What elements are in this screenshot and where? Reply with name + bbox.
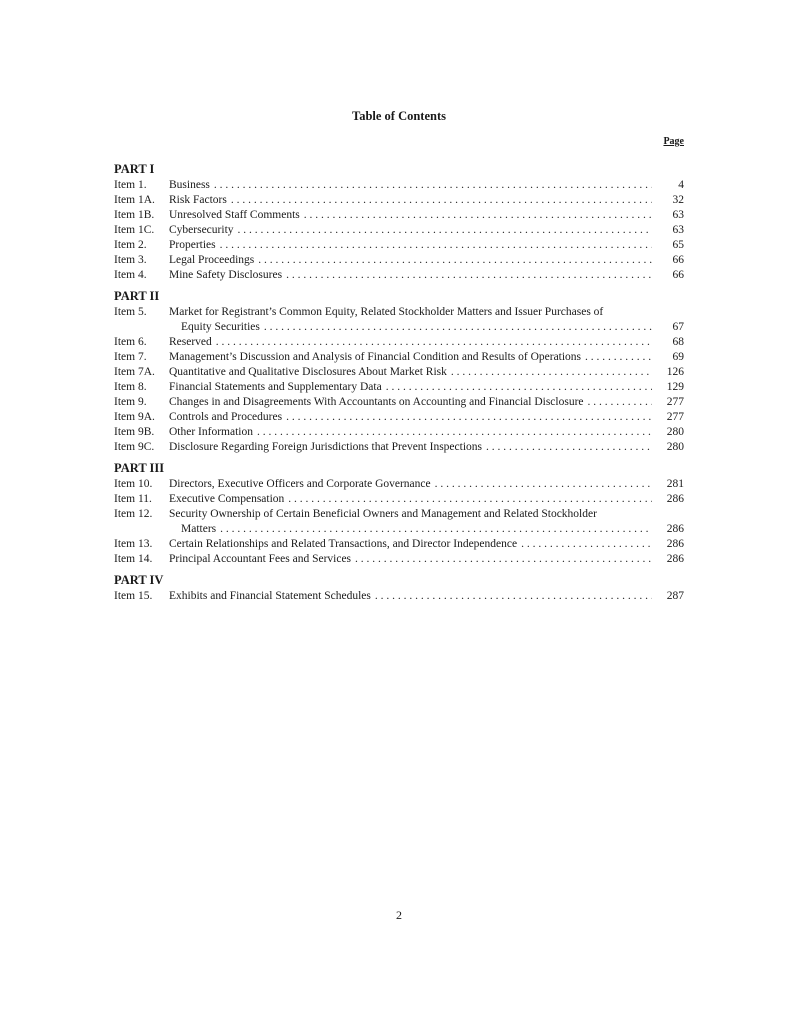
dot-leader <box>264 320 652 335</box>
item-number: Item 1. <box>114 179 147 191</box>
toc-entry[interactable] <box>114 253 684 268</box>
item-number: Item 9. <box>114 396 147 408</box>
part-heading: PART IV <box>114 573 164 587</box>
item-page: 286 <box>666 523 684 535</box>
item-title: Certain Relationships and Related Transactions, and Director Independence <box>169 538 518 550</box>
item-number: Item 1B. <box>114 209 155 221</box>
item-title: Legal Proceedings <box>169 254 255 266</box>
item-number: Item 5. <box>114 306 147 318</box>
item-page: 277 <box>666 396 684 408</box>
dot-leader <box>386 380 652 395</box>
dot-leader <box>216 335 652 350</box>
toc-entry[interactable] <box>114 238 684 253</box>
toc-entry[interactable] <box>114 552 684 567</box>
item-page: 286 <box>666 538 684 550</box>
item-page: 129 <box>666 381 684 393</box>
item-title: Market for Registrant’s Common Equity, Related Stockholder Matters and Issuer Purchases of <box>169 306 604 318</box>
dot-leader <box>286 410 652 425</box>
item-number: Item 2. <box>114 239 147 251</box>
item-page: 286 <box>666 553 684 565</box>
toc-entry[interactable] <box>114 335 684 350</box>
dot-leader <box>231 193 652 208</box>
toc-entry <box>114 507 684 522</box>
item-page: 126 <box>666 366 684 378</box>
item-page: 63 <box>672 209 684 221</box>
item-number: Item 9A. <box>114 411 155 423</box>
page-title: Table of Contents <box>352 109 446 123</box>
toc-entry[interactable] <box>114 492 684 507</box>
toc-entry[interactable] <box>114 380 684 395</box>
item-title: Equity Securities <box>181 321 260 333</box>
dot-leader <box>588 395 652 410</box>
dot-leader <box>257 425 652 440</box>
dot-leader <box>585 350 652 365</box>
item-title: Exhibits and Financial Statement Schedules <box>169 590 371 602</box>
toc-entry[interactable] <box>114 425 684 440</box>
dot-leader <box>486 440 652 455</box>
toc-entry[interactable] <box>114 320 684 335</box>
item-page: 67 <box>672 321 684 333</box>
part-heading: PART II <box>114 289 160 303</box>
item-number: Item 14. <box>114 553 153 565</box>
table-of-contents <box>114 160 684 604</box>
item-number: Item 6. <box>114 336 147 348</box>
item-title: Matters <box>181 523 217 535</box>
item-page: 68 <box>672 336 684 348</box>
dot-leader <box>521 537 652 552</box>
item-page: 281 <box>666 478 684 490</box>
item-page: 277 <box>666 411 684 423</box>
item-title: Cybersecurity <box>169 224 234 236</box>
dot-leader <box>286 268 652 283</box>
toc-entry[interactable] <box>114 365 684 380</box>
item-page: 280 <box>666 426 684 438</box>
item-title: Business <box>169 179 210 191</box>
item-page: 4 <box>678 179 684 191</box>
toc-entry[interactable] <box>114 537 684 552</box>
item-page: 69 <box>672 351 684 363</box>
dot-leader <box>288 492 652 507</box>
item-title: Other Information <box>169 426 253 438</box>
toc-entry[interactable] <box>114 223 684 238</box>
dot-leader <box>355 552 652 567</box>
item-number: Item 4. <box>114 269 147 281</box>
item-title: Unresolved Staff Comments <box>169 209 300 221</box>
dot-leader <box>375 589 652 604</box>
item-title: Changes in and Disagreements With Accountants on Accounting and Financial Disclosure <box>169 396 584 408</box>
toc-entry[interactable] <box>114 440 684 455</box>
item-page: 63 <box>672 224 684 236</box>
dot-leader <box>258 253 652 268</box>
item-title: Properties <box>169 239 216 251</box>
item-number: Item 1C. <box>114 224 155 236</box>
item-number: Item 11. <box>114 493 152 505</box>
item-title: Mine Safety Disclosures <box>169 269 283 281</box>
dot-leader <box>220 238 652 253</box>
item-page: 65 <box>672 239 684 251</box>
part-heading: PART I <box>114 162 155 176</box>
toc-entry[interactable] <box>114 208 684 223</box>
toc-entry[interactable] <box>114 178 684 193</box>
item-number: Item 13. <box>114 538 153 550</box>
item-page: 66 <box>672 254 684 266</box>
page-column-header: Page <box>663 136 684 147</box>
item-title: Quantitative and Qualitative Disclosures About Market Risk <box>169 366 447 378</box>
item-page: 287 <box>666 590 684 602</box>
dot-leader <box>214 178 652 193</box>
item-title: Management’s Discussion and Analysis of Financial Condition and Results of Operations <box>169 351 582 363</box>
toc-entry[interactable] <box>114 589 684 604</box>
toc-entry[interactable] <box>114 522 684 537</box>
dot-leader <box>220 522 652 537</box>
toc-entry[interactable] <box>114 193 684 208</box>
item-page: 32 <box>672 194 684 206</box>
item-title: Controls and Procedures <box>169 411 283 423</box>
dot-leader <box>451 365 652 380</box>
item-title: Reserved <box>169 336 212 348</box>
item-number: Item 7A. <box>114 366 155 378</box>
item-title: Directors, Executive Officers and Corporate Governance <box>169 478 431 490</box>
item-title: Financial Statements and Supplementary Data <box>169 381 382 393</box>
item-page: 66 <box>672 269 684 281</box>
item-title: Security Ownership of Certain Beneficial Owners and Management and Related Stockholder <box>169 508 597 520</box>
item-title: Risk Factors <box>169 194 227 206</box>
item-title: Disclosure Regarding Foreign Jurisdictions that Prevent Inspections <box>169 441 483 453</box>
item-number: Item 15. <box>114 590 153 602</box>
item-number: Item 1A. <box>114 194 155 206</box>
item-number: Item 3. <box>114 254 147 266</box>
page-number: 2 <box>396 908 402 922</box>
toc-entry <box>114 305 684 320</box>
item-number: Item 8. <box>114 381 147 393</box>
item-title: Executive Compensation <box>169 493 285 505</box>
dot-leader <box>435 477 652 492</box>
toc-entry[interactable] <box>114 395 684 410</box>
item-page: 280 <box>666 441 684 453</box>
item-number: Item 9B. <box>114 426 155 438</box>
toc-entry[interactable] <box>114 477 684 492</box>
item-page: 286 <box>666 493 684 505</box>
item-number: Item 9C. <box>114 441 155 453</box>
item-number: Item 10. <box>114 478 153 490</box>
item-number: Item 12. <box>114 508 153 520</box>
toc-entry[interactable] <box>114 350 684 365</box>
dot-leader <box>238 223 652 238</box>
toc-entry[interactable] <box>114 268 684 283</box>
item-number: Item 7. <box>114 351 147 363</box>
item-title: Principal Accountant Fees and Services <box>169 553 352 565</box>
toc-entry[interactable] <box>114 410 684 425</box>
part-heading: PART III <box>114 461 165 475</box>
dot-leader <box>304 208 652 223</box>
